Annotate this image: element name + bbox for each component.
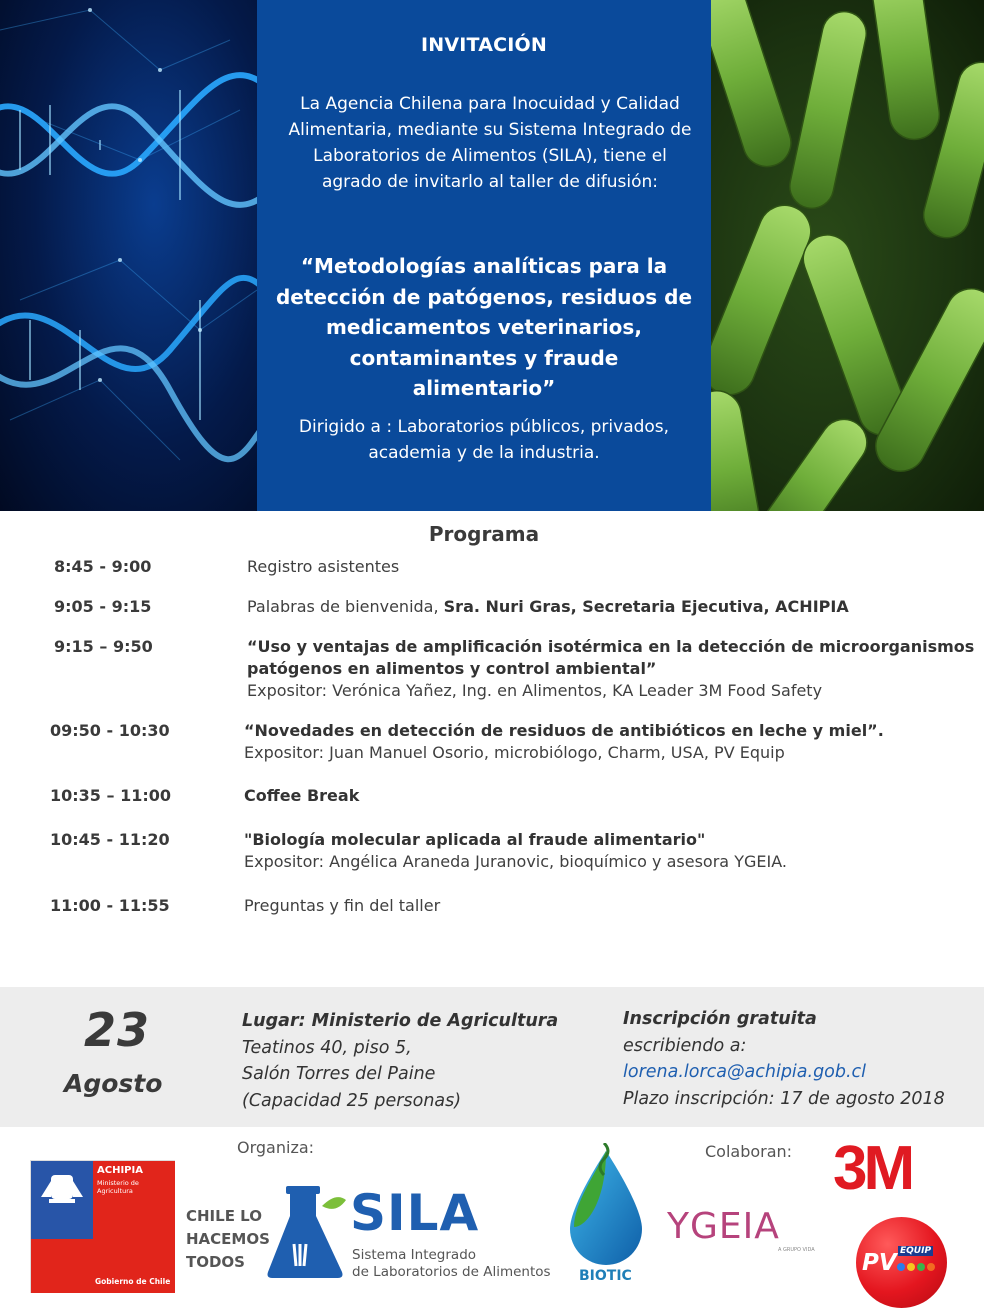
pv-logo-text: PV [862,1250,897,1276]
sila-subtitle-line: Sistema Integrado [352,1247,477,1263]
talk-title: “Uso y ventajas de amplificación isotérmica en la detección de microorganismos [247,637,975,656]
program-desc [244,720,884,764]
color-dots-icon [896,1262,936,1272]
coat-of-arms-icon [39,1167,85,1207]
event-title [275,251,693,404]
event-title-line: medicamentos veterinarios, [326,315,642,339]
program-desc [247,636,974,702]
event-place [242,1008,558,1114]
intro-line: Laboratorios de Alimentos (SILA), tiene el [313,146,667,166]
registration-email-link[interactable]: lorena.lorca@achipia.gob.cl [623,1062,867,1082]
achipia-subtitle: Ministerio de Agricultura [97,1179,139,1195]
achipia-title: ACHIPIA [97,1165,143,1176]
event-title-line: “Metodologías analíticas para la [300,254,668,278]
program-title: Programa [428,522,540,546]
program-desc-text: Palabras de bienvenida, [247,597,444,616]
registration-info [623,1006,945,1112]
target-audience [277,414,691,466]
ygeia-subtitle: A GRUPO VIDA [778,1247,815,1253]
target-line: academia y de la industria. [368,443,600,463]
intro-line: Alimentaria, mediante su Sistema Integrado de [288,120,692,140]
program-desc: Preguntas y fin del taller [244,896,441,915]
program-desc [244,829,787,873]
chile-slogan-line: CHILE LO [186,1207,262,1225]
event-month: Agosto [64,1069,163,1098]
pv-equip-label: EQUIP [900,1246,932,1256]
3m-logo: 3M [833,1134,912,1203]
event-title-line: contaminantes y fraude alimentario” [349,345,619,400]
colaboran-label: Colaboran: [705,1142,793,1161]
achipia-logo [30,1160,175,1293]
registration-line: escribiendo a: [623,1035,747,1056]
invitation-panel [257,0,711,511]
achipia-gov: Gobierno de Chile [95,1277,171,1286]
intro-line: La Agencia Chilena para Inocuidad y Calidad [300,94,680,114]
registration-deadline: Plazo inscripción: 17 de agosto 2018 [623,1088,945,1109]
event-day: 23 [84,1003,151,1057]
place-line: (Capacidad 25 personas) [242,1090,462,1111]
bacteria-image [711,0,984,511]
ygeia-logo-text: YGEIA [667,1206,780,1247]
invitation-title: INVITACIÓN [420,34,547,56]
program-time: 10:45 - 11:20 [50,830,170,849]
program-desc [247,596,849,618]
hero-banner [0,0,984,511]
chile-slogan-line: HACEMOS [186,1230,270,1248]
biotic-drop-icon [566,1143,646,1268]
sila-subtitle-line: de Laboratorios de Alimentos [352,1264,551,1280]
place-line: Teatinos 40, piso 5, [242,1037,412,1058]
organiza-label: Organiza: [237,1138,315,1157]
intro-line: agrado de invitarlo al taller de difusión: [321,172,659,192]
talk-title: “Novedades en detección de residuos de antibióticos en leche y miel”. [244,721,884,740]
target-line: Dirigido a : Laboratorios públicos, privados, [298,417,670,437]
flask-icon [264,1186,346,1280]
registration-title: Inscripción gratuita [623,1009,817,1029]
biotic-logo-text: BIOTIC [579,1268,632,1284]
program-desc: Coffee Break [244,786,360,805]
sila-subtitle [352,1247,551,1281]
program-time: 11:00 - 11:55 [50,896,170,915]
place-line: Salón Torres del Paine [242,1064,436,1084]
talk-speaker: Expositor: Angélica Araneda Juranovic, bioquímico y asesora YGEIA. [244,852,787,871]
place-label: Lugar: Ministerio de Agricultura [242,1011,559,1031]
program-desc: Registro asistentes [247,557,400,576]
program-time: 8:45 - 9:00 [54,557,152,576]
program-time: 9:15 – 9:50 [54,637,153,656]
program-time: 10:35 – 11:00 [50,786,171,805]
event-title-line: detección de patógenos, residuos de [275,284,693,309]
sila-logo-text: SILA [350,1184,480,1242]
talk-title: "Biología molecular aplicada al fraude alimentario" [244,830,706,849]
program-speaker-bold: Sra. Nuri Gras, Secretaria Ejecutiva, ACHIPIA [443,597,849,616]
talk-title: patógenos en alimentos y control ambiental” [247,659,657,678]
invitation-intro [279,91,701,195]
dna-image [0,0,257,511]
program-time: 09:50 - 10:30 [50,721,170,740]
achipia-flag-red [31,1239,93,1293]
talk-speaker: Expositor: Juan Manuel Osorio, microbiólogo, Charm, USA, PV Equip [244,743,785,762]
program-time: 9:05 - 9:15 [54,597,152,616]
chile-slogan-line: TODOS [186,1253,245,1271]
talk-speaker: Expositor: Verónica Yañez, Ing. en Alimentos, KA Leader 3M Food Safety [247,681,823,700]
chile-slogan [186,1205,270,1274]
